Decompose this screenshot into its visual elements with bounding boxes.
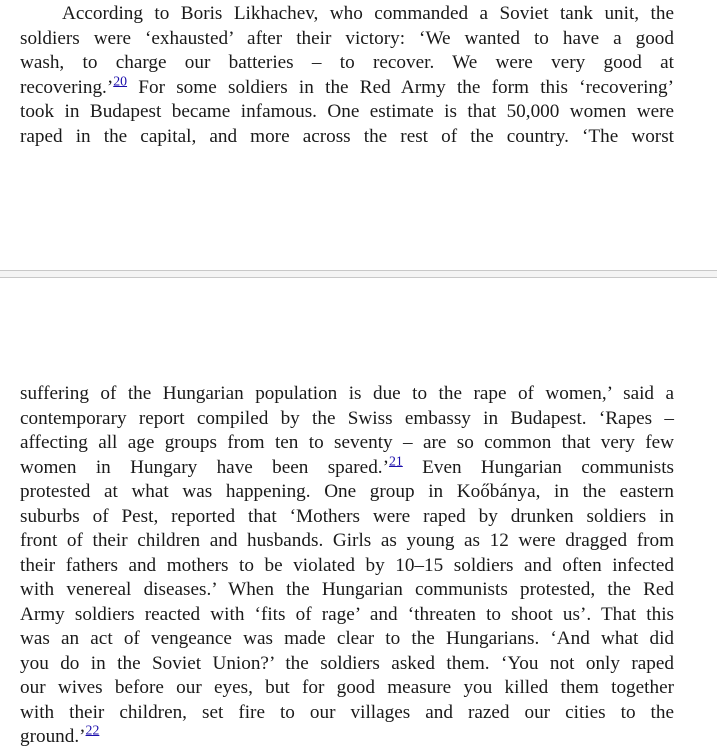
text-line: our wives before our eyes, but for good measure you killed them together [20,677,674,698]
footnote-link-20[interactable]: 20 [113,72,128,88]
text-line-with-footnote [20,722,674,750]
text-line: According to Boris Likhachev, who commanded a Soviet tank unit, the [62,3,674,24]
text-line: you do in the Soviet Union?’ the soldiers asked them. ‘You not only raped [20,652,674,674]
text-line: took in Budapest became infamous. One estimate is that 50,000 women were [20,101,674,122]
text-line: raped in the capital, and more across the rest of the country. ‘The worst [20,125,674,147]
page-divider [0,270,717,278]
text-line: front of their children and husbands. Girls as young as 12 were dragged from [20,530,674,551]
text-line: protested at what was happening. One group in Koőbánya, in the eastern [20,481,674,502]
text-line: was an act of vengeance was made clear to the Hungarians. ‘And what did [20,628,674,649]
footnote-link-22[interactable]: 22 [85,722,100,738]
text-fragment: Even Hungarian communists [402,456,674,478]
text-line: Army soldiers reacted with ‘fits of rage’ and ‘threaten to shoot us’. That this [20,603,674,625]
text-line: suffering of the Hungarian population is due to the rape of women,’ said a [20,383,674,404]
text-line: their fathers and mothers to be violated by 10–15 soldiers and often infected [20,554,674,576]
text-line: suburbs of Pest, reported that ‘Mothers were raped by drunken soldiers in [20,505,674,527]
text-line: soldiers were ‘exhausted’ after their victory: ‘We wanted to have a good [20,27,674,49]
text-line-with-footnote [20,72,674,101]
text-fragment: For some soldiers in the Red Army the form this ‘recovering’ [127,76,674,98]
text-line: affecting all age groups from ten to seventy – are so common that very few [20,432,674,453]
text-line: with their children, set fire to our villages and razed our cities to the [20,701,674,723]
text-fragment: women in Hungary have been spared.’ [20,456,389,478]
paragraph-top-text [20,2,674,149]
text-fragment: ground.’ [20,726,86,747]
text-line: contemporary report compiled by the Swiss embassy in Budapest. ‘Rapes – [20,407,674,429]
text-line-with-footnote [20,452,674,481]
text-line: wash, to charge our batteries – to recover. We were very good at [20,52,674,73]
page-bottom [0,278,717,755]
footnote-link-21[interactable]: 21 [388,452,403,468]
text-line: with venereal diseases.’ When the Hungarian communists protested, the Red [20,579,674,600]
paragraph-top [20,2,674,149]
page-top [0,0,717,270]
paragraph-bottom [20,382,674,750]
text-fragment: recovering.’ [20,76,114,98]
